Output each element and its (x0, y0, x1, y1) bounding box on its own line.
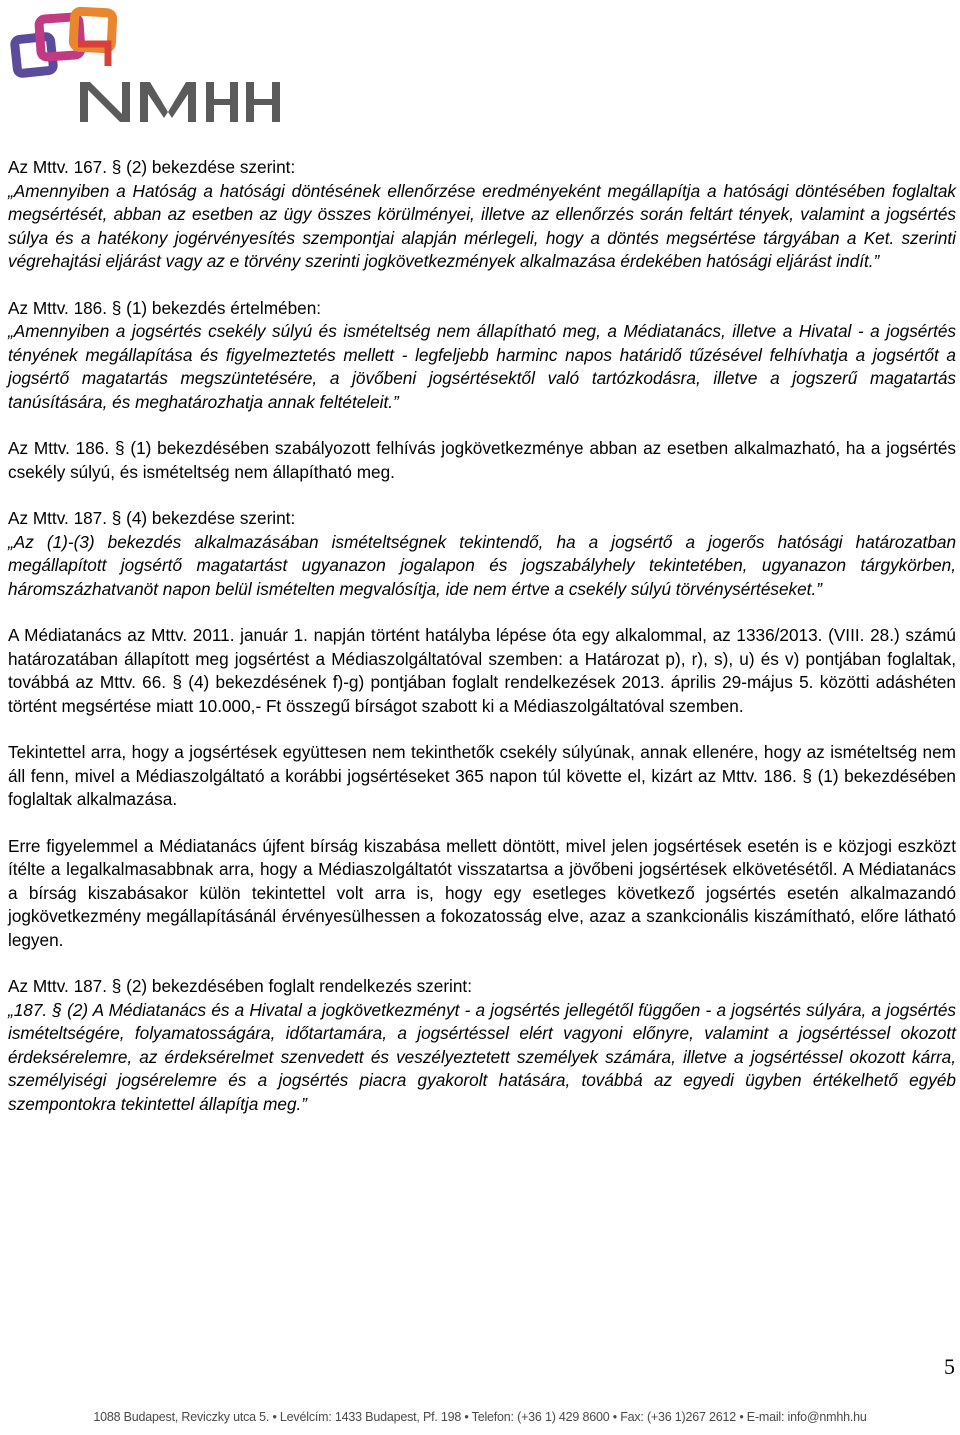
paragraph-lead: Az Mttv. 187. § (4) bekezdése szerint: (8, 508, 296, 528)
legal-quote: „187. § (2) A Médiatanács és a Hivatal a jogkövetkezményt - a jogsértés jellegétől függően - a jogsértés súlyára, a jogsértés ismételtségére, folyamatosságára, időtartamára, a jogsértéssel elért vagyoni előnyre, valamint a jogsértéssel okozott érdeksérelemre, az érdeksérelmet szenvedett és veszélyeztetett személyek számára, illetve a jogsértéssel okozott kárra, személyiségi jogsérelemre és a jogsértés piacra gyakorolt hatására, továbbá az egyedi ügyben értékelhető egyéb szempontokra tekintettel állapítja meg.” (8, 999, 956, 1114)
nmhh-logo (8, 4, 288, 128)
page-number: 5 (944, 1354, 955, 1379)
paragraph-3: Az Mttv. 186. § (1) bekezdésében szabályozott felhívás jogkövetkezménye abban az esetben alkalmazható, ha a jogsértés csekély súlyú, és ismételtség nem állapítható meg. (8, 438, 956, 482)
paragraph-4 (8, 507, 956, 601)
logo-text: NMHH (8, 4, 11, 5)
paragraph-1 (8, 156, 956, 274)
paragraph-lead: Az Mttv. 187. § (2) bekezdésében foglalt rendelkezés szerint: (8, 976, 472, 996)
legal-quote: „Amennyiben a Hatóság a hatósági döntésének ellenőrzése eredményeként megállapítja a hatósági döntésében foglaltak megsértését, abban az esetben az ügy összes körülményei, illetve az ellenőrzés során feltárt tények, valamint a jogsértés súlya és a hatékony jogérvényesítés szempontjai alapján mérlegeli, hogy a döntés megsértése tárgyában a Ket. szerinti végrehajtási eljárást vagy az e törvény szerinti jogkövetkezmények alkalmazása érdekében hatósági eljárást indít.” (8, 180, 956, 271)
logo-wordmark (80, 82, 280, 122)
page-footer: 1088 Budapest, Reviczky utca 5. • Levélcím: 1433 Budapest, Pf. 198 • Telefon: (+36 1) 429 8600 • Fax: (+36 1)267 2612 • E-mail: info@nmhh.hu (93, 1410, 867, 1424)
paragraph-5: A Médiatanács az Mttv. 2011. január 1. napján történt hatályba lépése óta egy alkalommal, az 1336/2013. (VIII. 28.) számú határozatában állapított meg jogsértést a Médiaszolgáltatóval szemben: a Határozat p), r), s), u) és v) pontjában foglaltak, továbbá az Mttv. 66. § (4) bekezdésének f)-g) pontjában foglalt rendelkezések 2013. április 29-május 5. közötti adáshéten történt megsértése miatt 10.000,- Ft összegű bírságot szabott ki a Médiaszolgáltatóval szemben. (8, 625, 956, 716)
paragraph-lead: Az Mttv. 167. § (2) bekezdése szerint: (8, 157, 296, 177)
paragraph-6: Tekintettel arra, hogy a jogsértések együttesen nem tekinthetők csekély súlyúnak, annak ellenére, hogy az ismételtség nem áll fenn, mivel a Médiaszolgáltató a korábbi jogsértéseket 365 napon túl követte el, kizárt az Mttv. 186. § (1) bekezdésében foglaltak alkalmazása. (8, 742, 956, 809)
legal-quote: „Az (1)-(3) bekezdés alkalmazásában ismételtségnek tekintendő, ha a jogsértő a jogerős hatósági határozatban megállapított jogsértő magatartást ugyanazon jogalapon és jogszabályhely tekintetében, ugyanazon tárgykörben, háromszázhatvanöt napon belül ismételten megvalósítja, ide nem értve a csekély súlyú törvénysértéseket.” (8, 531, 956, 599)
legal-quote: „Amennyiben a jogsértés csekély súlyú és ismételtség nem állapítható meg, a Médiatanács, illetve a Hivatal - a jogsértés tényének megállapítása és figyelmeztetés mellett - legfeljebb harminc napos határidő tűzésével felhívhatja a jogsértőt a jogsértő magatartás megszüntetésére, a jövőbeni jogsértésektől való tartózkodásra, illetve a jogszerű magatartás tanúsítására, és meghatározhatja annak feltételeit.” (8, 321, 956, 412)
paragraph-8 (8, 975, 956, 1116)
document-body (8, 156, 956, 1139)
paragraph-7: Erre figyelemmel a Médiatanács újfent bírság kiszabása mellett döntött, mivel jelen jogsértések esetén is e közjogi eszközt ítélte a legalkalmasabbnak arra, hogy a Médiaszolgáltatót visszatartsa a jövőbeni jogsértések elkövetésétől. A Médiatanács a bírság kiszabásakor külön tekintettel volt arra is, hogy egy esetleges következő jogsértés esetén alkalmazandó jogkövetkezmény megállapításánál érvényesülhessen a fokozatosság elve, azaz a szankcionális kiszámítható, előre látható legyen. (8, 835, 956, 950)
paragraph-2 (8, 297, 956, 415)
paragraph-lead: Az Mttv. 186. § (1) bekezdés értelmében: (8, 297, 322, 318)
